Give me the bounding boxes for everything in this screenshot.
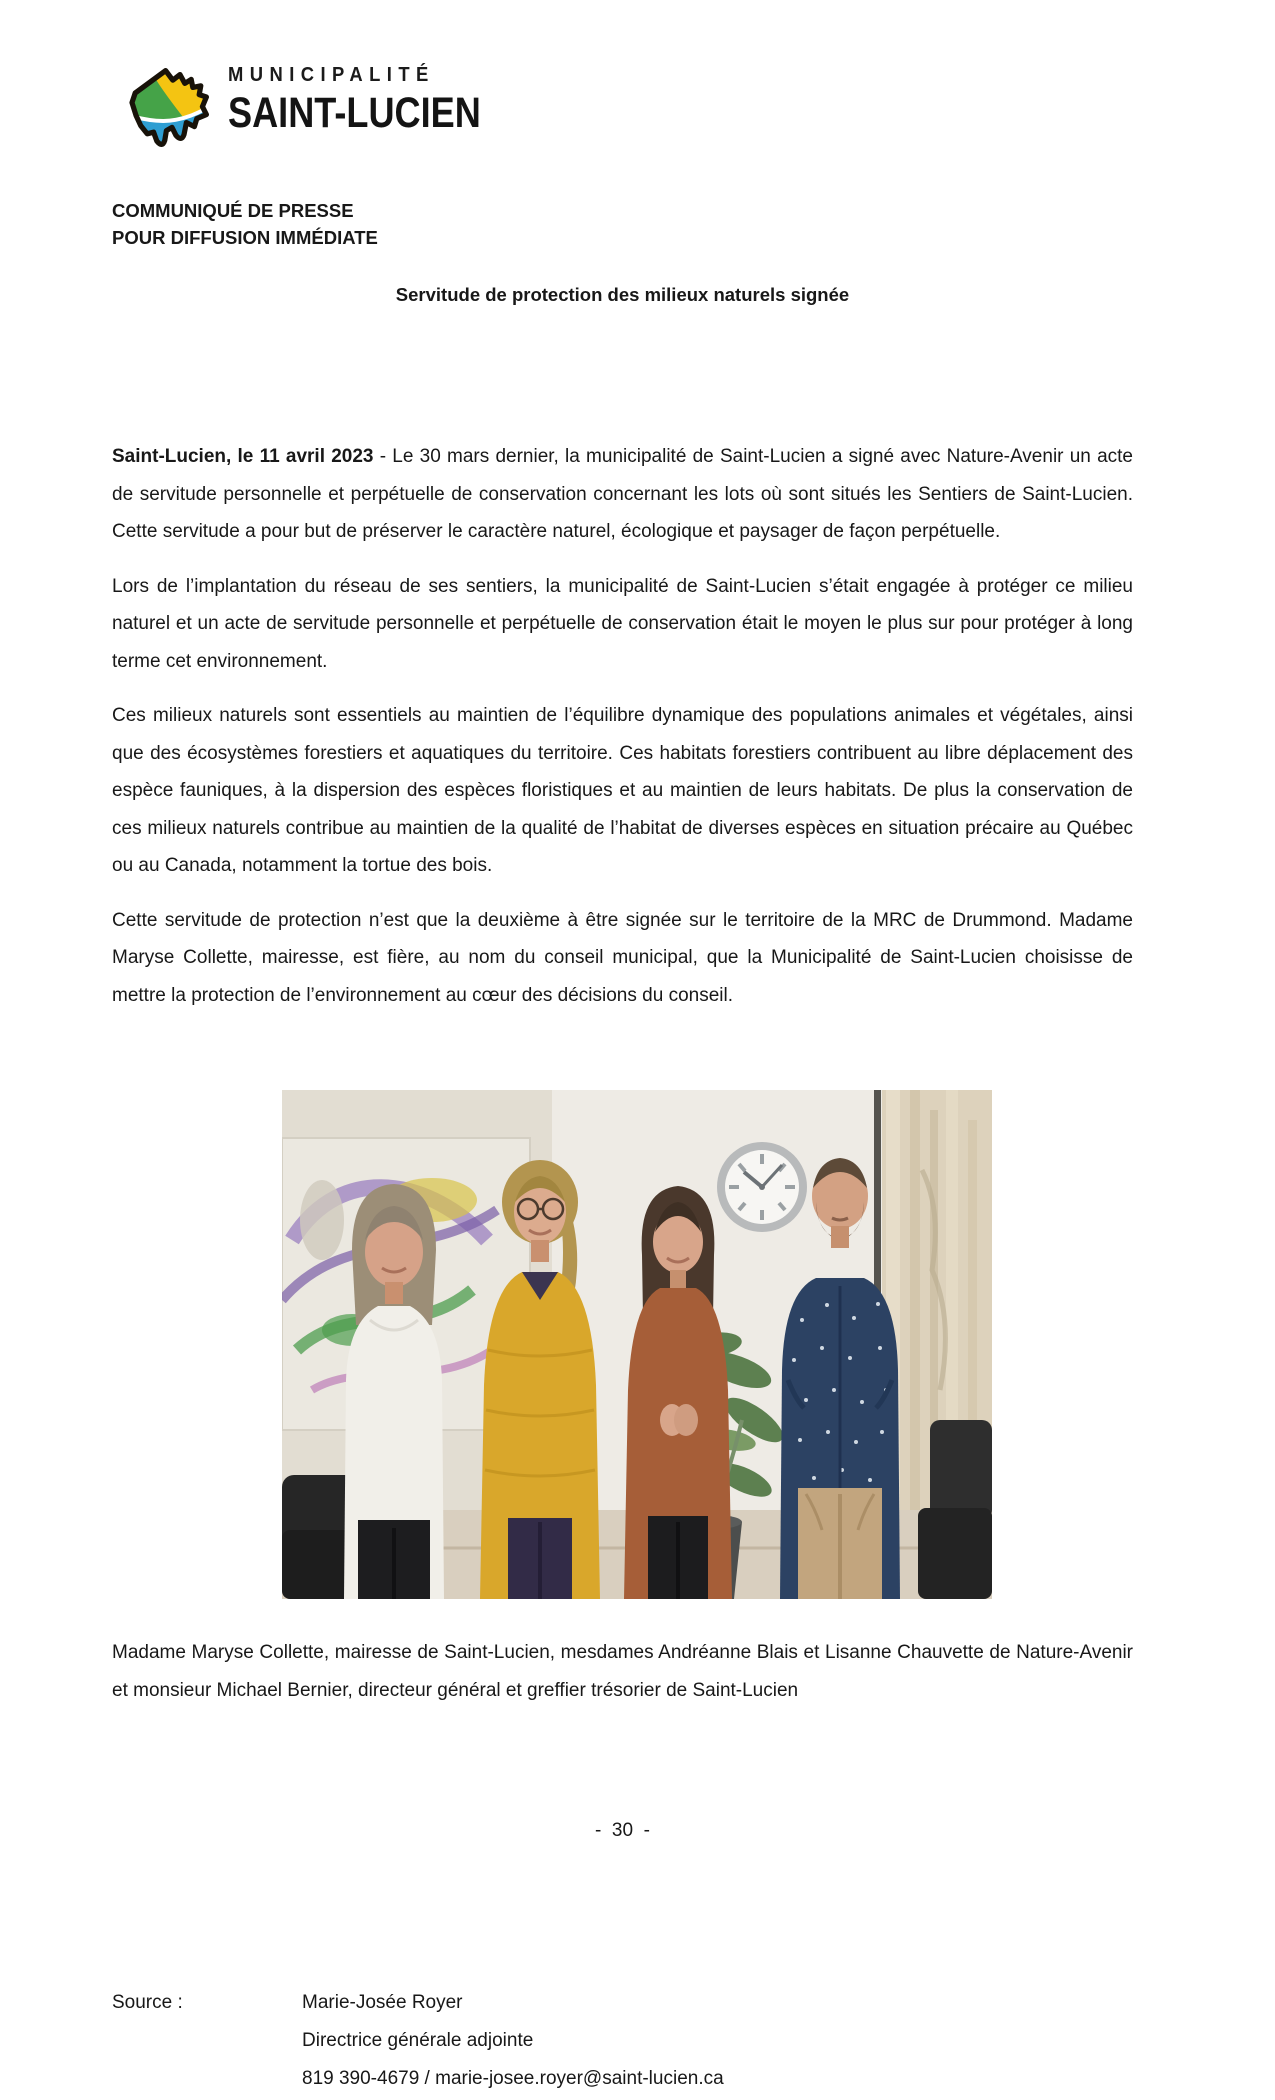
source-role: Directrice générale adjointe — [302, 2030, 534, 2051]
paragraph-2: Lors de l’implantation du réseau de ses sentiers, la municipalité de Saint-Lucien s’était engagée à protéger ce milieu naturel et un acte de servitude personnelle et perpétuelle de conservation était le moyen le plus sur pour protéger à long terme cet environnement. — [112, 575, 1133, 672]
source-label: Source : — [112, 1992, 183, 2013]
dateline: Saint-Lucien, le 11 avril 2023 — [112, 446, 374, 467]
source-block — [112, 1984, 1133, 2098]
brand-saint-lucien: SAINT-LUCIEN — [228, 89, 481, 137]
press-header-line2: POUR DIFFUSION IMMÉDIATE — [112, 227, 378, 248]
paragraph-4: Cette servitude de protection n’est que la deuxième à être signée sur le territoire de la MRC de Drummond. Madame Maryse Collette, mairesse, est fière, au nom du conseil municipal, que la Municipalité de Saint-Lucien choisisse de mettre la protection de l’environnement au cœur des décisions du conseil. — [112, 909, 1133, 1006]
source-name: Marie-Josée Royer — [302, 1992, 463, 2013]
paragraph-3: Ces milieux naturels sont essentiels au maintien de l’équilibre dynamique des populations animales et végétales, ainsi que des écosystèmes forestiers et aquatiques du territoire. Ces habitats forestiers contribuent au libre déplacement des espèce fauniques, à la dispersion des espèces floristiques et au maintien de leurs habitats. De plus la conservation de ces milieux naturels contribue au maintien de la qualité de l’habitat de diverses espèces en situation précaire au Québec ou au Canada, notamment la tortue des bois. — [112, 705, 1133, 876]
paragraph-1-text: - Le 30 mars dernier, la municipalité de Saint-Lucien a signé avec Nature-Avenir un acte de servitude personnelle et perpétuelle de conservation concernant les lots où sont situés les Sentiers de Saint-Lucien. Cette servitude a pour but de préserver le caractère naturel, écologique et paysager de façon perpétuelle. — [112, 446, 1133, 542]
brand-text — [228, 64, 529, 138]
press-header-line1: COMMUNIQUÉ DE PRESSE — [112, 200, 354, 221]
person-woman-white-top — [344, 1184, 444, 1599]
document-title: Servitude de protection des milieux naturels signée — [395, 284, 850, 305]
brand-municipalite: MUNICIPALITÉ — [228, 64, 435, 86]
paragraph-1 — [112, 438, 1133, 551]
end-mark-30: - 30 - — [595, 1820, 650, 1841]
municipality-map-icon — [116, 52, 212, 174]
photo-caption: Madame Maryse Collette, mairesse de Saint-Lucien, mesdames Andréanne Blais et Lisanne Chauvette de Nature-Avenir et monsieur Michael Bernier, directeur général et greffier trésorier de Saint-Lucien — [112, 1642, 1133, 1701]
press-photo — [282, 1090, 992, 1599]
source-contact: 819 390-4679 / marie-josee.royer@saint-lucien.ca — [302, 2068, 724, 2089]
source-lines — [302, 1984, 724, 2098]
municipality-logo — [116, 52, 529, 174]
wall-clock — [717, 1142, 807, 1232]
press-photo-illustration — [282, 1090, 992, 1599]
press-header — [112, 197, 378, 251]
body-text — [112, 438, 1133, 1031]
